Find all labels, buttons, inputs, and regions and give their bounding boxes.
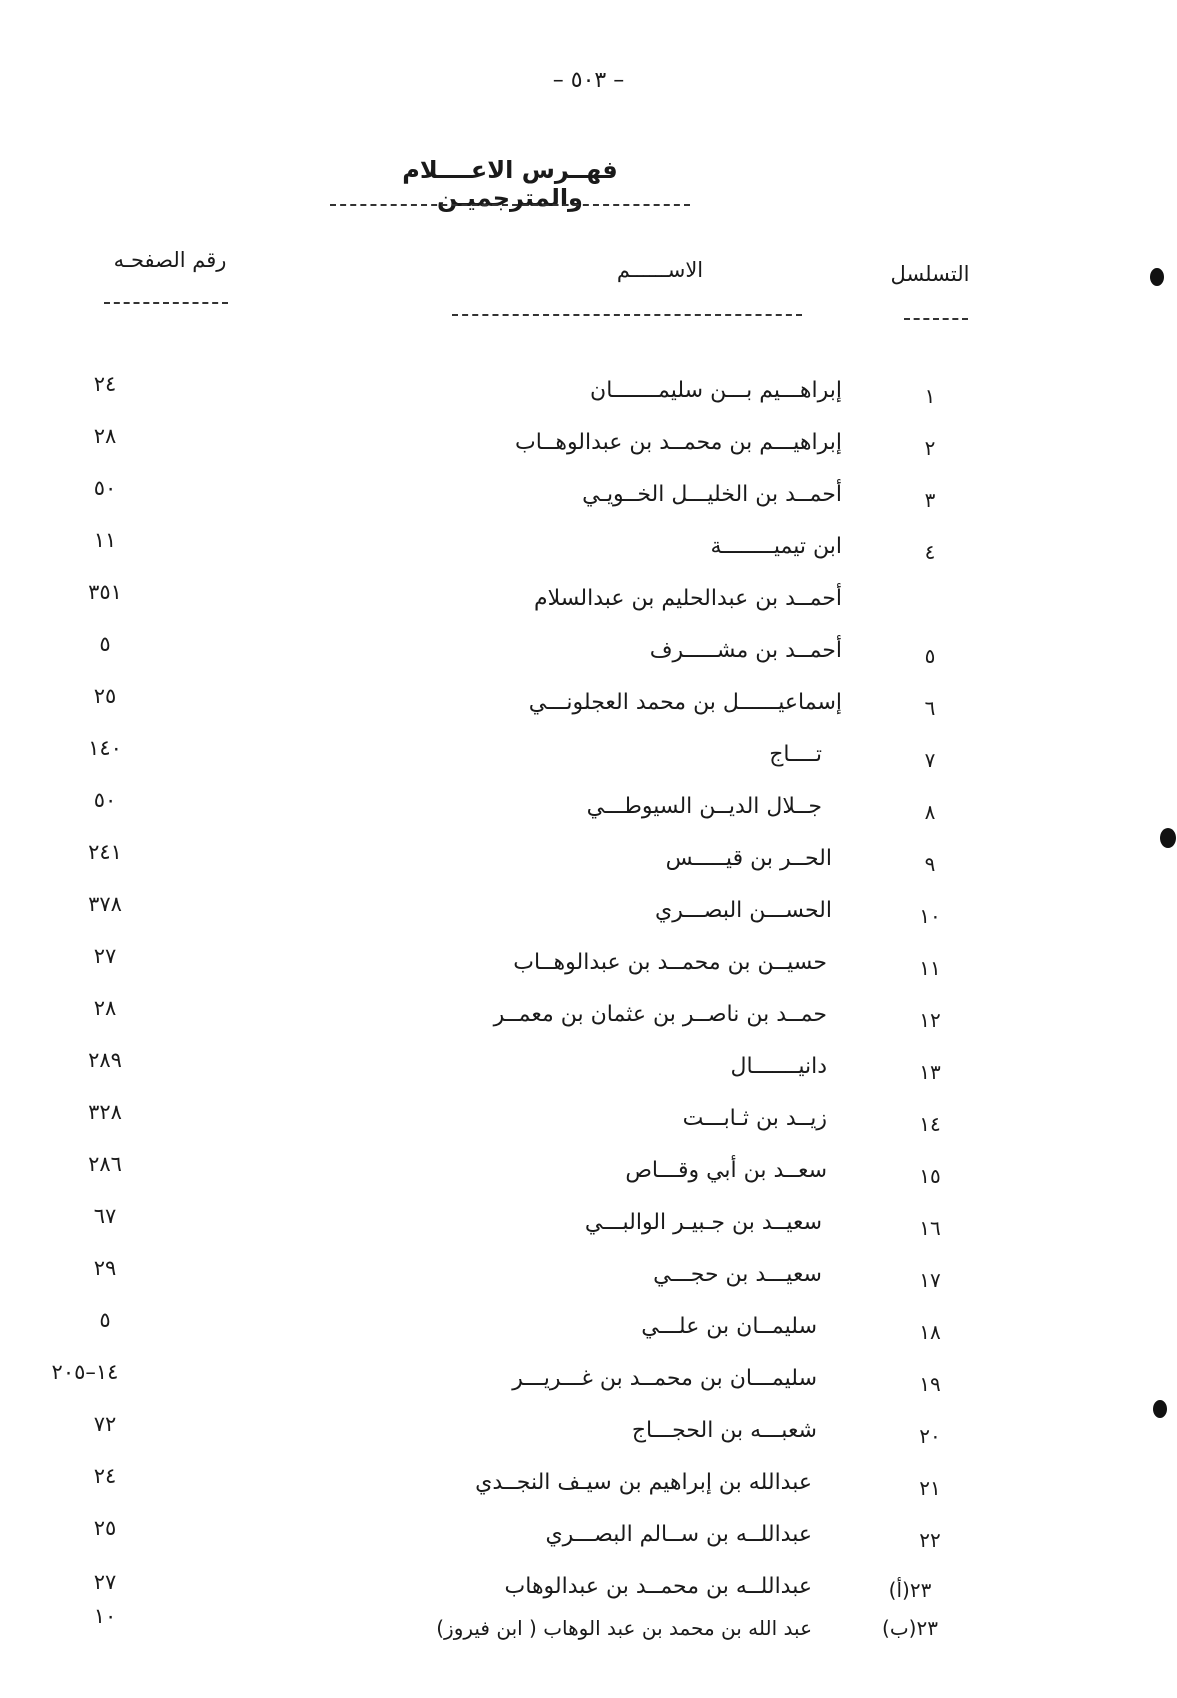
index-row bbox=[0, 424, 1177, 470]
page-reference: ٢٨٦ bbox=[88, 1152, 122, 1176]
column-header-sequence-underline bbox=[904, 318, 968, 320]
index-row bbox=[0, 1360, 1177, 1406]
person-name: سليمـــان بن محمــد بن غـــريـــر bbox=[512, 1366, 817, 1391]
sequence-number: ٢٣(ب) bbox=[882, 1616, 938, 1640]
person-name: أحمــد بن الخليـــل الخــويـي bbox=[582, 482, 842, 507]
sequence-number: ١ bbox=[924, 384, 936, 408]
sequence-number: ١٣ bbox=[919, 1060, 941, 1084]
page-reference: ٢٨ bbox=[93, 996, 117, 1020]
scan-mark bbox=[1153, 1400, 1167, 1418]
index-row bbox=[0, 1100, 1177, 1146]
sequence-number: ٢ bbox=[924, 436, 936, 460]
index-row bbox=[0, 528, 1177, 574]
person-name: عبدالله بن إبراهيم بن سيـف النجــدي bbox=[475, 1470, 812, 1495]
scan-mark bbox=[1150, 268, 1164, 286]
sequence-number: ٢٣(أ) bbox=[888, 1578, 932, 1602]
index-row bbox=[0, 788, 1177, 834]
index-row bbox=[0, 1256, 1177, 1302]
person-name: شعبـــه بن الحجـــاج bbox=[631, 1418, 817, 1443]
index-row bbox=[0, 944, 1177, 990]
page-reference: ٢٤١ bbox=[88, 840, 122, 864]
index-row bbox=[0, 1516, 1177, 1562]
person-name: إبراهيـــم بن محمــد بن عبدالوهــاب bbox=[515, 430, 842, 455]
index-row bbox=[0, 1464, 1177, 1510]
person-name: سعيـــد بن حجـــي bbox=[653, 1262, 822, 1287]
column-header-name-underline bbox=[452, 314, 802, 316]
person-name: عبداللــه بن محمــد بن عبدالوهاب bbox=[504, 1574, 812, 1599]
sequence-number: ٧ bbox=[924, 748, 936, 772]
sequence-number: ٥ bbox=[924, 644, 936, 668]
sequence-number: ٣ bbox=[924, 488, 936, 512]
column-header-page: رقم الصفحـه bbox=[113, 248, 227, 272]
person-name: إسماعيــــــل بن محمد العجلونـــي bbox=[528, 690, 842, 715]
sequence-number: ١٠ bbox=[919, 904, 941, 928]
page-reference: ٦٧ bbox=[93, 1204, 117, 1228]
title-underline bbox=[330, 204, 690, 206]
person-name: الحســـن البصـــري bbox=[655, 898, 832, 923]
person-name: سعــد بن أبي وقـــاص bbox=[625, 1158, 827, 1183]
index-row bbox=[0, 996, 1177, 1042]
sequence-number: ٩ bbox=[924, 852, 936, 876]
sequence-number: ٢٢ bbox=[919, 1528, 941, 1552]
page-reference: ٥ bbox=[99, 632, 111, 656]
sequence-number: ١٩ bbox=[919, 1372, 941, 1396]
page-reference: ٢٥ bbox=[93, 684, 117, 708]
scan-mark bbox=[1160, 828, 1176, 848]
index-row bbox=[0, 632, 1177, 678]
page-reference: ٥ bbox=[99, 1308, 111, 1332]
person-name: إبراهـــيم بـــن سليمـــــــان bbox=[590, 378, 842, 403]
sequence-number: ٤ bbox=[924, 540, 936, 564]
person-name: أحمــد بن مشـــــرف bbox=[649, 638, 842, 663]
page-reference: ١٤–٢٠٥ bbox=[51, 1360, 119, 1384]
person-name: دانيـــــــال bbox=[730, 1054, 827, 1079]
person-name: عبد الله بن محمد بن عبد الوهاب ( ابن فيروز) bbox=[436, 1616, 812, 1640]
index-row bbox=[0, 1308, 1177, 1354]
index-row bbox=[0, 892, 1177, 938]
person-name: تــــاج bbox=[769, 742, 822, 767]
page-reference: ٣٥١ bbox=[88, 580, 122, 604]
page-reference: ٢٧ bbox=[93, 944, 117, 968]
sequence-number: ١١ bbox=[919, 956, 941, 980]
page-reference: ٢٥ bbox=[93, 1516, 117, 1540]
person-name: عبداللــه بن ســالم البصـــري bbox=[545, 1522, 812, 1547]
page-reference: ٣٢٨ bbox=[88, 1100, 122, 1124]
index-row bbox=[0, 1412, 1177, 1458]
person-name: سعيــد بن جـبيـر الوالبـــي bbox=[584, 1210, 822, 1235]
sequence-number: ١٦ bbox=[919, 1216, 941, 1240]
index-row bbox=[0, 1048, 1177, 1094]
sequence-number: ٢٠ bbox=[919, 1424, 941, 1448]
sequence-number: ١٤ bbox=[919, 1112, 941, 1136]
sequence-number: ١٢ bbox=[919, 1008, 941, 1032]
sequence-number: ٢١ bbox=[919, 1476, 941, 1500]
page-reference: ٥٠ bbox=[93, 476, 117, 500]
column-header-page-underline bbox=[104, 302, 228, 304]
index-title: فهــرس الاعــــلام والمترجميـن bbox=[402, 156, 618, 212]
index-row bbox=[0, 684, 1177, 730]
index-row bbox=[0, 580, 1177, 626]
page-reference: ١٤٠ bbox=[88, 736, 122, 760]
person-name: جــلال الديــن السيوطـــي bbox=[586, 794, 822, 819]
index-row bbox=[0, 1152, 1177, 1198]
person-name: حمــد بن ناصــر بن عثمان بن معمــر bbox=[493, 1002, 827, 1027]
sequence-number: ١٨ bbox=[919, 1320, 941, 1344]
index-row bbox=[0, 840, 1177, 886]
index-row bbox=[0, 1204, 1177, 1250]
page-reference: ١١ bbox=[93, 528, 117, 552]
column-header-sequence: التسلسل bbox=[890, 262, 970, 286]
page-reference: ٢٤ bbox=[93, 372, 117, 396]
index-row bbox=[0, 372, 1177, 418]
page-reference: ٢٤ bbox=[93, 1464, 117, 1488]
person-name: الحــر بن قيـــــس bbox=[665, 846, 832, 871]
person-name: زيــد بن ثـابـــت bbox=[682, 1106, 827, 1131]
sequence-number: ٨ bbox=[924, 800, 936, 824]
page-reference: ١٠ bbox=[93, 1604, 117, 1628]
page-reference: ٢٨ bbox=[93, 424, 117, 448]
person-name: سليمــان بن علـــي bbox=[641, 1314, 817, 1339]
index-row bbox=[0, 476, 1177, 522]
column-header-name: الاســــــم bbox=[616, 258, 704, 282]
page-reference: ٢٨٩ bbox=[88, 1048, 122, 1072]
person-name: حسيــن بن محمــد بن عبدالوهــاب bbox=[513, 950, 827, 975]
page-reference: ٣٧٨ bbox=[88, 892, 122, 916]
sequence-number: ١٥ bbox=[919, 1164, 941, 1188]
page-reference: ٧٢ bbox=[93, 1412, 117, 1436]
sequence-number: ١٧ bbox=[919, 1268, 941, 1292]
page-reference: ٥٠ bbox=[93, 788, 117, 812]
sequence-number: ٦ bbox=[924, 696, 936, 720]
page-reference: ٢٧ bbox=[93, 1570, 117, 1594]
person-name: ابن تيميــــــــة bbox=[710, 534, 842, 559]
index-row bbox=[0, 1604, 1177, 1656]
page-number: – ٥٠٣ – bbox=[552, 68, 625, 93]
person-name: أحمــد بن عبدالحليم بن عبدالسلام bbox=[534, 586, 842, 611]
page-reference: ٢٩ bbox=[93, 1256, 117, 1280]
index-row bbox=[0, 736, 1177, 782]
